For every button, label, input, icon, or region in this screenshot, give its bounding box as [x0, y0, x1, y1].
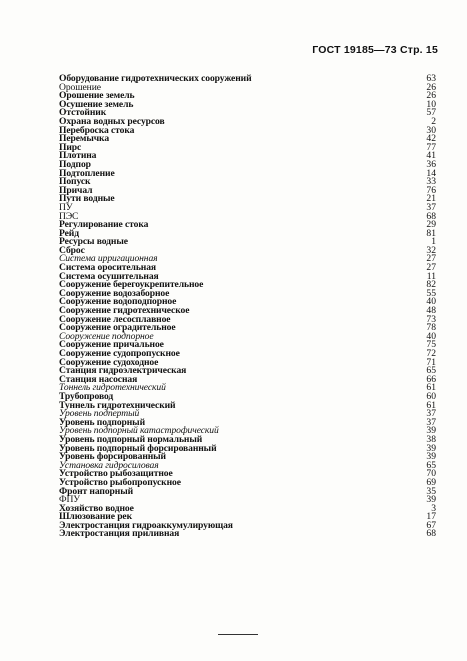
index-term: Сооружение причальное [59, 339, 164, 351]
index-entry [59, 384, 436, 393]
index-term: Устройство рыбопропускное [59, 476, 181, 488]
index-term: Установка гидросиловая [59, 459, 159, 471]
index-entry [59, 485, 436, 497]
index-term: Регулирование стока [59, 219, 149, 231]
index-entry [59, 221, 436, 230]
index-term: Перемычка [59, 133, 110, 145]
index-entry [59, 152, 436, 161]
index-page-number: 39 [426, 494, 436, 506]
index-page-number: 32 [426, 244, 436, 256]
index-entry [59, 238, 436, 247]
index-term: Оборудование гидротехнических сооружений [59, 73, 252, 84]
index-term: Сооружение оградительное [59, 322, 176, 334]
index-page-number: 57 [426, 107, 436, 119]
index-page-number: 65 [426, 459, 436, 471]
index-term: Сооружение гидротехническое [59, 305, 190, 317]
index-page-number: 39 [426, 451, 436, 463]
index-page-number: 61 [426, 399, 436, 411]
index-term: Сооружение подпорное [59, 330, 154, 342]
index-entry [59, 178, 436, 187]
index-page-number: 37 [426, 408, 436, 420]
index-page-number: 70 [426, 468, 436, 480]
index-term: Сооружение водоподпорное [59, 296, 177, 308]
index-page-number: 17 [426, 511, 436, 523]
index-page-number: 27 [426, 253, 436, 265]
index-page-number: 63 [426, 73, 436, 84]
index-term: Система ирригационная [59, 253, 158, 265]
index-page-number: 10 [426, 98, 436, 110]
index-page-number: 26 [426, 81, 436, 93]
index-page-number: 37 [426, 416, 436, 428]
index-term: Туннель гидротехнический [59, 399, 176, 411]
index-term: ПЭС [59, 210, 79, 222]
index-entry [59, 141, 436, 153]
index-term: Уровень подпорный катастрофический [59, 425, 219, 437]
index-term: Хозяйство водное [59, 502, 134, 514]
index-page-number: 60 [426, 390, 436, 402]
index-term: Пирс [59, 141, 82, 153]
index-page-number: 65 [426, 365, 436, 377]
index-term: Сооружение берегоукрепительное [59, 279, 204, 291]
index-page-number: 42 [426, 133, 436, 145]
index-page-number: 72 [426, 348, 436, 359]
index-entry [59, 98, 436, 110]
index-page-number: 36 [426, 158, 436, 170]
index-page-number: 41 [426, 150, 436, 162]
index-term: Фронт напорный [59, 485, 134, 497]
index-term: Попуск [59, 176, 91, 188]
index-term: Сброс [59, 244, 85, 256]
index-page-number: 68 [426, 528, 436, 540]
index-term: Охрана водных ресурсов [59, 115, 165, 127]
index-page-number: 81 [426, 227, 436, 239]
index-page-number: 48 [426, 305, 436, 317]
index-term: Шлюзование рек [59, 511, 133, 523]
index-page-number: 73 [426, 313, 436, 325]
index-term: Уровень подпертый [59, 408, 140, 420]
index-page-number: 82 [426, 279, 436, 291]
index-term: Трубопровод [59, 390, 114, 402]
index-term: Подтопление [59, 167, 115, 179]
index-page-number: 39 [426, 425, 436, 437]
index-term: Осушение земель [59, 98, 134, 110]
index-page-number: 75 [426, 339, 436, 351]
index-term: Уровень подпорный форсированный [59, 442, 217, 454]
index-page-number: 29 [426, 219, 436, 231]
index-page-number: 35 [426, 485, 436, 497]
index-term: Уровень подпорный нормальный [59, 433, 203, 445]
index-page-number: 1 [431, 236, 436, 248]
index-term: Причал [59, 184, 93, 196]
index-entry [59, 158, 436, 170]
index-page-number: 40 [426, 330, 436, 342]
index-entry [59, 135, 436, 144]
index-page-number: 2 [431, 115, 436, 127]
index-term: Сооружение водозаборное [59, 287, 170, 299]
index-term: Уровень форсированный [59, 451, 166, 463]
index-entry [59, 124, 436, 136]
index-entry [59, 195, 436, 204]
index-page-number: 30 [426, 124, 436, 136]
index-term: Тоннель гидротехнический [59, 382, 166, 394]
index-page-number: 67 [426, 519, 436, 531]
index-page-number: 38 [426, 433, 436, 445]
index-page-number: 66 [426, 373, 436, 385]
index-page-number: 26 [426, 90, 436, 102]
index-entry [59, 167, 436, 179]
index-term: ФПУ [59, 494, 81, 506]
index-entry [59, 184, 436, 196]
index-entry [59, 530, 436, 539]
index-term: Рейд [59, 227, 79, 239]
index-page-number: 14 [426, 167, 436, 179]
alphabetical-index [59, 75, 436, 539]
index-term: Сооружение лесосплавное [59, 313, 171, 325]
index-page-number: 11 [426, 270, 436, 282]
index-page-number: 55 [426, 287, 436, 299]
index-page-number: 76 [426, 184, 436, 196]
index-term: Переброска стока [59, 124, 135, 136]
index-term: Уровень подпорный [59, 416, 145, 428]
index-entry [59, 75, 436, 84]
index-term: Станция гидроэлектрическая [59, 365, 187, 377]
index-page-number: 37 [426, 201, 436, 213]
index-term: Ресурсы водные [59, 236, 128, 248]
index-term: Плотина [59, 150, 97, 162]
index-entry [59, 201, 436, 213]
index-term: ПУ [59, 201, 73, 213]
page-header: ГОСТ 19185—73 Стр. 15 [312, 44, 438, 56]
index-term: Электростанция приливная [59, 528, 180, 540]
index-term: Система оросительная [59, 262, 157, 274]
index-page-number: 68 [426, 210, 436, 222]
index-term: Сооружение судоходное [59, 356, 159, 368]
index-term: Подпор [59, 158, 91, 170]
index-page-number: 69 [426, 476, 436, 488]
index-term: Пути водные [59, 193, 115, 205]
index-term: Система осушительная [59, 270, 159, 282]
index-term: Электростанция гидроаккумулирующая [59, 519, 233, 531]
index-page-number: 78 [426, 322, 436, 334]
index-term: Сооружение судопропускное [59, 348, 180, 359]
index-page-number: 21 [426, 193, 436, 205]
index-page-number: 71 [426, 356, 436, 368]
index-page-number: 40 [426, 296, 436, 308]
index-page-number: 27 [426, 262, 436, 274]
index-term: Устройство рыбозащитное [59, 468, 173, 480]
index-term: Орошение земель [59, 90, 135, 102]
index-page-number: 77 [426, 141, 436, 153]
index-term: Отстойник [59, 107, 107, 119]
index-page-number: 61 [426, 382, 436, 394]
index-term: Станция насосная [59, 373, 138, 385]
index-term: Орошение [59, 81, 101, 93]
index-page-number: 39 [426, 442, 436, 454]
index-page-number: 3 [431, 502, 436, 514]
index-page-number: 33 [426, 176, 436, 188]
footer-rule [218, 634, 258, 635]
